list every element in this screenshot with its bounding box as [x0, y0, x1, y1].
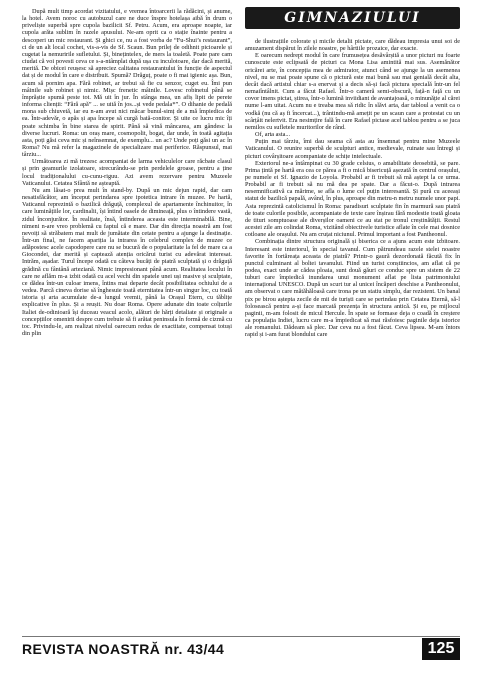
- paragraph: După mult timp acordat vizitatului, e vremea întoarcerii la rădăcini, și anume, la hotel. Avem noroc cu autobuzul care ne duce înspre hotelașa aibă în drum o priveliște superbă spre cupola bazilicii Sf. Petru. Acum, era aproape noapte, iar cupola arăta sublim în razele apusului. Ne-am oprit ca o stație înainte pentru a descoperi un mic restaurant. Și ghici ce, nu a fost vorba de “Fu-Shui’s restaurant”, ci de un alt local cochet, vis-a-vis de Sf. Scaun. Bun prilej de odihnit picioarele și cugetat la nemuririle sufletului. Și, binețintelex, de mers la toaletă. Poate pare cam ciudat că voi povesti ceva ce s-a-ntâmplat după ușa cu inculotoare, dar dacă merită, merită. De obicei reușesc să apreciez calitatea restaurantului în funcție de aspectul dat și de modul în care e distribuit. Spumă? Drăguț, poate o fi mai igienic așa. Bun, acum să pornim apa. Fără robinet, ar trebui să fie cu senzor, cuget eu. Îmi pun mâinile sub robinet și nimic. Mișc frenetic mâinile. Lovesc robinetul până se împrăștie spumă peste tot. Mă uit în jur. În stânga mea, un afiș lipit de perete informa clienții: “Fără apă” ... se uită în jos...și vede pedala*”. O dihanie de pedală mona sub chiuvetă, iar eu n-am avut nici măcar bunul-simț de a mă împiedica de ea. Într-adevăr, o apăs și apa începe să curgă bată-conitor. Și uite ce lucru mic îți poate schimba în bine starea de spirit. Până să vină mâncarea, am gândesc la diverse lucruri. Roma: un oraș mare, cosmopolit, bogat, dar unde, în toată agitația asta, poți găsi ceva mic și neînsemnat, de exemplu... un ac? Unde poți găsi un ac în Roma? Nu mă refer la magazinele de specializare mai periferice. Răspunsul, mai târziu...: [22, 8, 232, 159]
- paragraph: Următoarea zi mă trezesc acompaniat de larma vehiculelor care răcbate clasul și prin geamurile izolatoare, strecurându-se prin perdelele groase, pentru a ține locul tradiționalului cu-cunu-riguu. Azi avem rezervare pentru Muzeele Vaticanului. Cetatea Sfântă ne așteaptă.: [22, 158, 232, 187]
- paragraph: E oarecum nedrept modul în care frumusețea desăvârșită a unor picturi nu foarte cunoscute este eclipsată de picturi ca Mona Lisa amintită mai sus. Asemănător oricărei arte, în concepția mea de admirator, atunci când se ajunge la un asemenea nivel, nu se mai poate spune că o pictură este mai bună sau mai genială decât alta, decât dacă artistul chiar s-a enervat și a decis să-și facă pictura specială într-un fel nemaiîntâlnit. Cum a făcut Rafael. Într-o cameră semi-obscură, față-n față cu un covor imens pictat, știrea, într-o lumină inviidiant de avantajoasă, o minunăție al cărei nume l-am uitat. Acum nu e treaba mea să ridic în slăvi arta, dar tabloul a venit ca o vodkă (nu că aș fi încercat...), trântindu-mă amețit pe un scaun care a protestat cu un scârțâit nelertvit. Era nesimțire fală în care Rafael pictase acel tablou pentru a se juca nemilos cu sufletele muritorilor de rând.: [245, 52, 460, 131]
- paragraph: Of, arta asta...: [255, 131, 291, 139]
- paragraph: Combinația dintre structura originală și biserica ce a ajuns acum este izbitoare. Interesant este interiorul, în special tavanul. Cum pătrundeau razele stelei noastre favorite în fortăreața aceasta de piatră? Printr-o gaură dezordonată făcută fix în punctul culminant al boltei tavanului. Fiind un turist conștiincios, am aflat că pe podea, exact unde ar cădea ploaia, sunt două găuri ce conduc spre un sistem de 22 tuburi care împiedică inundarea unui monument aflat pe lista patrimoniului internațional UNESCO. După un scurt tur al unicei încăperi deschise a Pantheonului, am observat o care mătăhăloasă care trona pe un statiu simplu, dar rezistent. Un banal pix pe birou aștepta zecile de mii de turiști care se perindau prin Cetatea Eternă, să-l folosească pentru a-și face marcată prezența în structura antică. Și eu, pe mijlocul paginii, m-am folosit de micul Hercule. În spate se formase deja o coadă în creștere ca populația Indiei, lucru care m-a împiedicat să mai răsfoiesc paginile deja istorice ale romanului. Dădeam să plec. Dar ceva nu a fost făcut. Ceva lipsea. M-am întors rapid și i-am furat blondului care: [245, 238, 460, 339]
- left-text-column: [22, 8, 232, 630]
- magazine-title: REVISTA NOASTRĂ nr. 43/44: [22, 641, 225, 657]
- paragraph: de ilustrațiile colorate și micile detalii pictate, care dădeau impresia unui soi de amuzament dispărut în zilele noastre, pe hârtiile prozaice, dar exacte.: [245, 38, 460, 53]
- right-text-column: [245, 38, 460, 630]
- page-number: 125: [422, 638, 460, 660]
- footer-divider: [22, 636, 460, 637]
- paragraph: Puțin mai târziu, îmi dau seama că asta au însemnat pentru mine Muzeele Vaticanului. O reunire superbă de sculpturi antice, medievale, ruinate sau întregi și picturi covârșitoare acompaniate de schițe intelectuale.: [245, 138, 460, 160]
- section-banner: GIMNAZIULUI: [245, 7, 460, 29]
- paragraph: Exteriorul ne-a întâmpinat cu 30 grade celsius, o amabilitate deosebită, se pare. Prima țintă pe hartă era cea ce părea a fi o mică bisericuță așezată în centrul orașului, pe numele ei Sf. Ignazio de Loyola. Probabil ar fi trebuit să mă aștept la ce urma. Probabil ar fi trebuit să nu mă dea pe spate. Dar a făcut-o. După intrarea nesemnificativă ca mărime, se afla o lume cel puțin interesantă. Și pură cu aceeași statut de bazilică papală, având, în plus, aproape din metru-n metru numele unor papi. Asta reprezintă catolicismul în Roma: paradisuri sculptate fin în marmură sau piatră de toate culorile posibile, acompaniate de texte care înșirau fără modestie toată gloata de tituri somptuoase ale diverșilor oameni ce au stat pe tronul creștinătății. Restul acestei zile am colindat Roma, vizitând obiectivele turistice aflate în cele mai dosnice cotloane ale orașului. Nu am cruțat niciunul. Primul important a fost Pantheonul.: [245, 159, 460, 239]
- paragraph: Nu am lăsat-o prea mult în stand-by. După un mic dejun rapid, dar cam nesatisfăcător, am început perindarea spre ipotetica intrare în muzee. Pe hartă, Vaticanul reprezintă o bazilică drăguță, complexul de apartamente închinuitor, în care luminățiile lor, cardinalii, își întind oasele de dimineață, plus o întindere vastă, zidul înconjurător. În realitate, însă, întinderea aceasta este interminabilă. Bine, nimeni n-are vreo problemă cu faptul că e mare. Dar din direcția noastră am fost nevoiți să străbatem mai mult de jumătate din cetate pentru a ajunge la destinație. Într-un final, ne facem apariția la intrarea în celebrul complex de muzee ce adăpostesc acele capodopere care nu se bucură de o popularitate la fel de mare ca a Giocondei, dar merită și captează atenția oricărui turist cu adevărat interesat. Intrăm, așadar. Turul începe odată cu câteva bucăți de piatră sculptată și o drăguță grădină cu fântână arteziană. Nimic impresionant până acum. Realitatea locului în care ne aflăm m-a izbit odată cu acel vechi din spatele unei uși masive și sculptate, ce dădea într-un culoar imens, întins mai departe decât posibilitatea ochiului de a vedea. Parcă cineva dorise să înghesuie toată eternitatea într-un singur loc, cu toată istoria și arta acumulate de-a lungul vremii, până la Orașul Etern, cu tăblițe explicative în plus. Și a reușit. Nu doar Roma. Opere adunate din toate colțurile Italiei de-odinioară își duceau veacul acolo, alături de hărți detaliate și originale a concepțiilor omenirii despre cum trebuie să fi arătat peninsula în formă de cizmă cu toc. Privindu-le, am realizat nivelul oarecum redus de exactitate, compensat totuși din plin: [22, 186, 232, 338]
